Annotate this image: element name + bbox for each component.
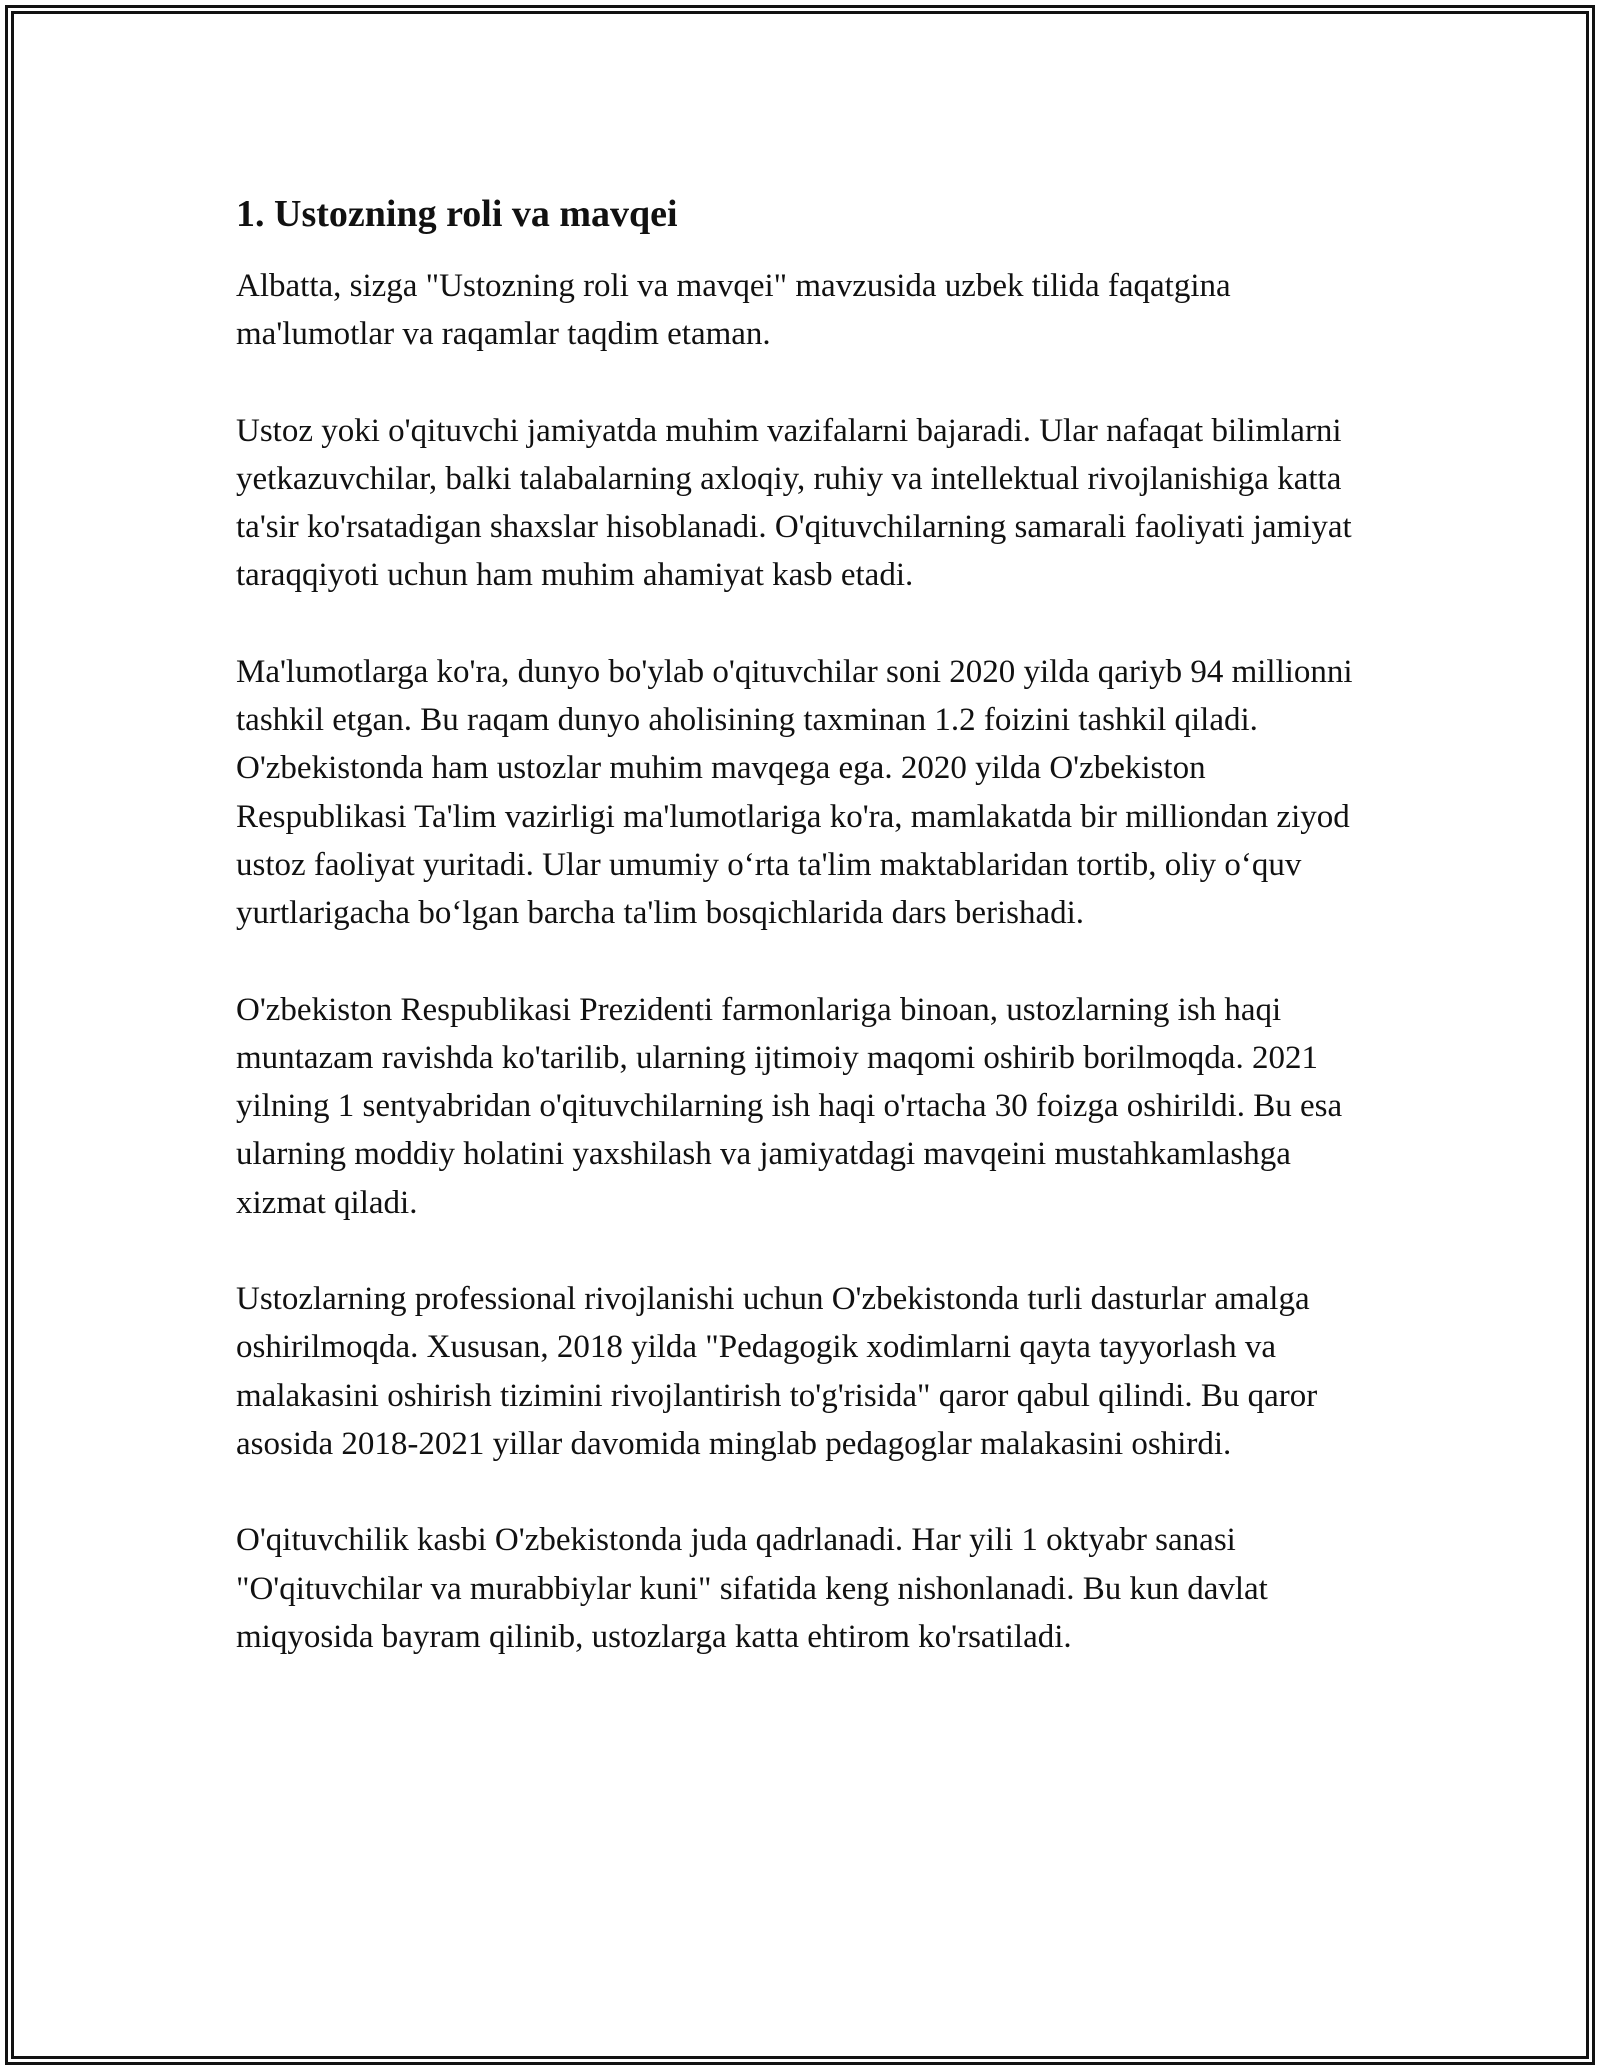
document-body	[236, 186, 1376, 1709]
paragraph-teacher-role: Ustoz yoki o'qituvchi jamiyatda muhim vazifalarni bajaradi. Ular nafaqat bilimlarni yetkazuvchilar, balki talabalarning axloqiy, ruhiy va intellektual rivojlanishiga katta ta'sir ko'rsatadigan shaxslar hisoblanadi. O'qituvchilarning samarali faoliyati jamiyat taraqqiyoti uchun ham muhim ahamiyat kasb etadi.	[236, 412, 1352, 594]
paragraph-salary: O'zbekiston Respublikasi Prezidenti farmonlariga binoan, ustozlarning ish haqi muntazam ravishda ko'tarilib, ularning ijtimoiy maqomi oshirib borilmoqda. 2021 yilning 1 sentyabridan o'qituvchilarning ish haqi o'rtacha 30 foizga oshirildi. Bu esa ularning moddiy holatini yaxshilash va jamiyatdagi mavqeini mustahkamlashga xizmat qiladi.	[236, 991, 1343, 1221]
paragraph-statistics: Ma'lumotlarga ko'ra, dunyo bo'ylab o'qituvchilar soni 2020 yilda qariyb 94 millionni tashkil etgan. Bu raqam dunyo aholisining taxminan 1.2 foizini tashkil qiladi. O'zbekistonda ham ustozlar muhim mavqega ega. 2020 yilda O'zbekiston Respublikasi Ta'lim vazirligi ma'lumotlariga ko'ra, mamlakatda bir milliondan ziyod ustoz faoliyat yuritadi. Ular umumiy o‘rta ta'lim maktablaridan tortib, oliy o‘quv yurtlarigacha bo‘lgan barcha ta'lim bosqichlarida dars berishadi.	[236, 653, 1353, 932]
paragraph-professional-development: Ustozlarning professional rivojlanishi uchun O'zbekistonda turli dasturlar amalga oshirilmoqda. Xususan, 2018 yilda "Pedagogik xodimlarni qayta tayyorlash va malakasini oshirish tizimini rivojlantirish to'g'risida" qaror qabul qilindi. Bu qaror asosida 2018-2021 yillar davomida minglab pedagoglar malakasini oshirdi.	[236, 1281, 1318, 1462]
paragraph-intro: Albatta, sizga "Ustozning roli va mavqei" mavzusida uzbek tilida faqatgina ma'lumotlar va raqamlar taqdim etaman.	[236, 268, 1231, 353]
paragraph-teachers-day: O'qituvchilik kasbi O'zbekistonda juda qadrlanadi. Har yili 1 oktyabr sanasi "O'qituvchilar va murabbiylar kuni" sifatida keng nishonlanadi. Bu kun davlat miqyosida bayram qilinib, ustozlarga katta ehtirom ko'rsatiladi.	[236, 1522, 1268, 1655]
section-heading: 1. Ustozning roli va mavqei	[236, 193, 678, 235]
